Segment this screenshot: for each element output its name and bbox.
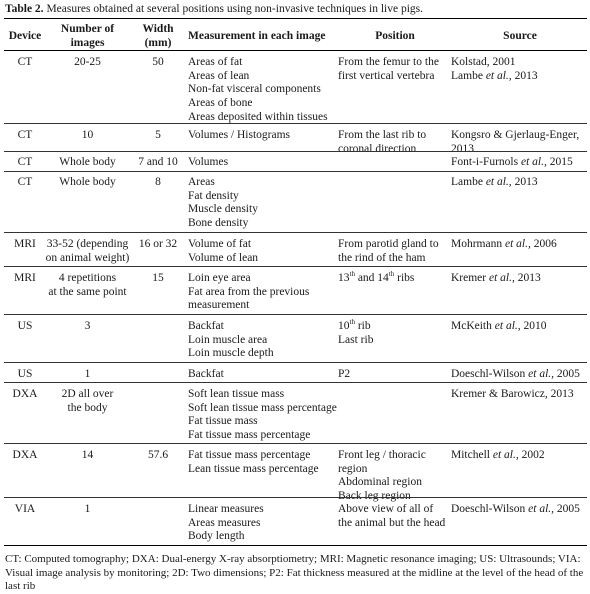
width-cell: [134, 156, 182, 170]
measurement-cell: [188, 368, 336, 382]
device-cell: CT: [17, 56, 33, 68]
position-cell: [338, 503, 450, 530]
source-cell: [451, 272, 588, 286]
number-cell: [45, 320, 130, 334]
position-line: the animal but the head: [338, 516, 446, 529]
device-cell: MRI: [14, 238, 36, 250]
position-line: Above view of all of: [338, 503, 434, 515]
ordinal-suffix: th: [349, 270, 355, 279]
number-line: 33-52 (depending: [46, 238, 129, 250]
position-line: Abdominal region: [338, 476, 422, 489]
number-line: the body: [67, 401, 108, 414]
number-cell: [45, 388, 130, 415]
width-cell: [134, 56, 182, 70]
number-line: Whole body: [59, 156, 116, 168]
width-line: 50: [152, 56, 164, 68]
width-line: 16 or 32: [138, 238, 178, 250]
measurement-cell: [188, 56, 336, 125]
position-line: 10th rib: [338, 318, 371, 332]
source-cell: [451, 368, 588, 382]
source-line: Mitchell et al., 2002: [451, 449, 545, 461]
measurement-line: Areas deposited within tissues: [188, 110, 328, 123]
et-al-italic: et al.,: [485, 69, 512, 82]
width-cell: [134, 238, 182, 252]
et-al-italic: et al.,: [504, 238, 531, 250]
source-cell: [451, 129, 588, 156]
number-cell: [45, 56, 130, 70]
header-number-line2: images: [70, 37, 105, 49]
position-line: region: [338, 462, 368, 475]
measurement-line: Loin muscle area: [188, 333, 268, 346]
number-cell: [45, 449, 130, 463]
header-number-line1: Number of: [60, 23, 115, 35]
source-cell: [451, 156, 588, 170]
device-cell: CT: [17, 156, 33, 168]
position-cell: [338, 129, 450, 156]
source-cell: [451, 388, 588, 402]
device-cell: MRI: [14, 272, 36, 284]
row-separator: [4, 314, 587, 315]
number-cell: [45, 176, 130, 190]
measurement-line: Areas: [188, 176, 215, 188]
header-number: [45, 22, 130, 50]
table-caption: [5, 2, 585, 16]
measurement-line: Volumes: [188, 156, 229, 168]
width-line: 8: [155, 176, 161, 188]
et-al-italic: et al.,: [528, 368, 555, 380]
position-cell: [338, 272, 450, 286]
table-label: Table 2.: [5, 3, 44, 15]
number-line: at the same point: [48, 285, 127, 298]
number-line: 10: [81, 129, 94, 141]
number-cell: [45, 368, 130, 382]
et-al-italic: et al.,: [528, 503, 555, 515]
measurement-line: Areas of fat: [188, 56, 243, 68]
top-rule: [4, 18, 587, 19]
position-cell: [338, 449, 450, 504]
measurement-line: Fat tissue mass: [188, 415, 258, 428]
ordinal-suffix: th: [349, 318, 355, 327]
header-width-line1: Width: [142, 23, 174, 35]
measurement-line: Fat tissue mass percentage: [188, 429, 311, 442]
number-cell: [45, 272, 130, 299]
source-line: Kongsro & Gjerlaug-Enger,: [451, 129, 580, 141]
measurement-line: measurement: [188, 299, 250, 312]
measurement-line: Bone density: [188, 217, 249, 230]
source-cell: [451, 176, 588, 190]
width-cell: [134, 176, 182, 190]
measurement-line: Body length: [188, 530, 245, 543]
width-line: 5: [155, 129, 161, 141]
measurement-line: Volume of fat: [188, 238, 252, 250]
header-width: [134, 22, 182, 50]
number-line: on animal weight): [45, 251, 130, 264]
measurement-line: Fat area from the previous: [188, 285, 310, 298]
number-cell: [45, 238, 130, 265]
measurement-line: Backfat: [188, 320, 224, 332]
number-line: 2D all over: [61, 388, 114, 400]
header-measurement: Measurement in each image: [188, 30, 326, 42]
source-line: Kremer & Barowicz, 2013: [451, 388, 574, 400]
header-source: Source: [503, 30, 537, 42]
number-cell: [45, 129, 130, 143]
source-cell: [451, 449, 588, 463]
number-cell: [45, 156, 130, 170]
source-line: Lambe et al., 2013: [451, 176, 538, 188]
table-footnote: CT: Computed tomography; DXA: Dual-energy X-ray absorptiometry; MRI: Magnetic resonance imaging; US: Ultrasounds; VIA: Visual image analysis by monitoring; 2D: Two dimensions; P2: Fat thickness measured at the midline at the level of the head of the last rib: [5, 553, 584, 593]
measurement-line: Fat tissue mass percentage: [188, 449, 311, 461]
et-al-italic: et al.,: [485, 176, 512, 188]
position-line: From parotid gland to: [338, 238, 439, 250]
source-line: Doeschl-Wilson et al., 2005: [451, 503, 580, 515]
position-cell: [338, 238, 450, 265]
width-cell: [134, 449, 182, 463]
source-line: Kremer et al., 2013: [451, 272, 541, 284]
measurement-cell: [188, 156, 336, 170]
position-cell: [338, 56, 450, 83]
number-line: 20-25: [74, 56, 101, 68]
measurement-line: Volumes / Histograms: [188, 129, 291, 141]
number-cell: [45, 503, 130, 517]
number-line: 3: [84, 320, 91, 332]
et-al-italic: et al.,: [520, 156, 547, 168]
measurement-cell: [188, 449, 336, 476]
header-position: Position: [375, 30, 415, 42]
width-line: 7 and 10: [138, 156, 178, 168]
ordinal-suffix: th: [388, 270, 395, 279]
row-separator: [4, 151, 587, 152]
position-line: Front leg / thoracic: [338, 449, 426, 461]
position-line: From the femur to the: [338, 56, 439, 68]
measurement-line: Soft lean tissue mass percentage: [188, 401, 337, 414]
measurement-line: Non-fat visceral components: [188, 83, 321, 96]
position-line: coronal direction: [338, 142, 417, 155]
et-al-italic: et al.,: [494, 320, 521, 332]
measurement-line: Linear measures: [188, 503, 264, 515]
source-line: 2013: [451, 142, 474, 155]
row-separator: [4, 362, 587, 363]
device-cell: CT: [17, 129, 33, 141]
measurement-line: Loin muscle depth: [188, 347, 274, 360]
number-line: 4 repetitions: [58, 272, 117, 284]
position-line: Last rib: [338, 333, 374, 346]
measurement-cell: [188, 272, 336, 313]
measurement-line: Areas of lean: [188, 69, 250, 82]
row-separator: [4, 123, 587, 124]
source-line: Doeschl-Wilson et al., 2005: [451, 368, 580, 380]
device-cell: CT: [17, 176, 33, 188]
source-line: Lambe et al., 2013: [451, 69, 538, 82]
position-line: P2: [338, 368, 351, 380]
measurement-line: Soft lean tissue mass: [188, 388, 285, 400]
number-line: 14: [81, 449, 94, 461]
source-line: Font-i-Furnols et al., 2015: [451, 156, 573, 168]
position-line: first vertical vertebra: [338, 69, 435, 82]
et-al-italic: et al.,: [492, 449, 519, 461]
measurement-line: Fat density: [188, 189, 239, 202]
position-line: 13th and 14th ribs: [338, 270, 415, 284]
row-separator: [4, 171, 587, 172]
measurement-cell: [188, 129, 336, 143]
measurement-line: Lean tissue mass percentage: [188, 462, 319, 475]
device-cell: US: [17, 320, 33, 332]
row-separator: [4, 443, 587, 444]
width-cell: [134, 129, 182, 143]
measurement-cell: [188, 238, 336, 265]
row-separator: [4, 382, 587, 383]
measurement-line: Areas of bone: [188, 97, 253, 110]
header-rule: [4, 50, 587, 51]
device-cell: DXA: [12, 449, 38, 461]
number-line: 1: [84, 503, 91, 515]
position-cell: [338, 368, 450, 382]
measurement-line: Muscle density: [188, 203, 258, 216]
position-cell: [338, 320, 450, 347]
width-line: 57.6: [147, 449, 169, 461]
header-device: Device: [8, 30, 42, 42]
device-cell: DXA: [12, 388, 38, 400]
device-cell: VIA: [14, 503, 36, 515]
measurement-line: Backfat: [188, 368, 224, 380]
source-cell: [451, 503, 588, 517]
source-cell: [451, 238, 588, 252]
measurement-line: Areas measures: [188, 516, 261, 529]
measurement-cell: [188, 503, 336, 544]
measurement-line: Volume of lean: [188, 251, 259, 264]
measurement-cell: [188, 176, 336, 231]
et-al-italic: et al.,: [489, 272, 515, 284]
row-separator: [4, 497, 587, 498]
row-separator: [4, 266, 587, 267]
source-cell: [451, 56, 588, 83]
position-line: Back leg region: [338, 490, 411, 503]
source-line: McKeith et al., 2010: [451, 320, 547, 332]
source-line: Kolstad, 2001: [451, 56, 516, 68]
width-line: 15: [152, 272, 164, 284]
position-line: the rind of the ham: [338, 251, 426, 264]
number-line: 1: [84, 368, 91, 380]
header-width-line2: (mm): [144, 37, 172, 49]
measurement-cell: [188, 388, 336, 443]
bottom-rule: [4, 545, 587, 546]
source-line: Mohrmann et al., 2006: [451, 238, 557, 250]
measurement-line: Loin eye area: [188, 272, 251, 284]
source-cell: [451, 320, 588, 334]
device-cell: US: [17, 368, 33, 380]
number-line: Whole body: [59, 176, 116, 188]
width-cell: [134, 272, 182, 286]
position-line: From the last rib to: [338, 129, 427, 141]
row-separator: [4, 232, 587, 233]
table-title: Measures obtained at several positions using non-invasive techniques in live pigs.: [46, 3, 423, 15]
measurement-cell: [188, 320, 336, 361]
